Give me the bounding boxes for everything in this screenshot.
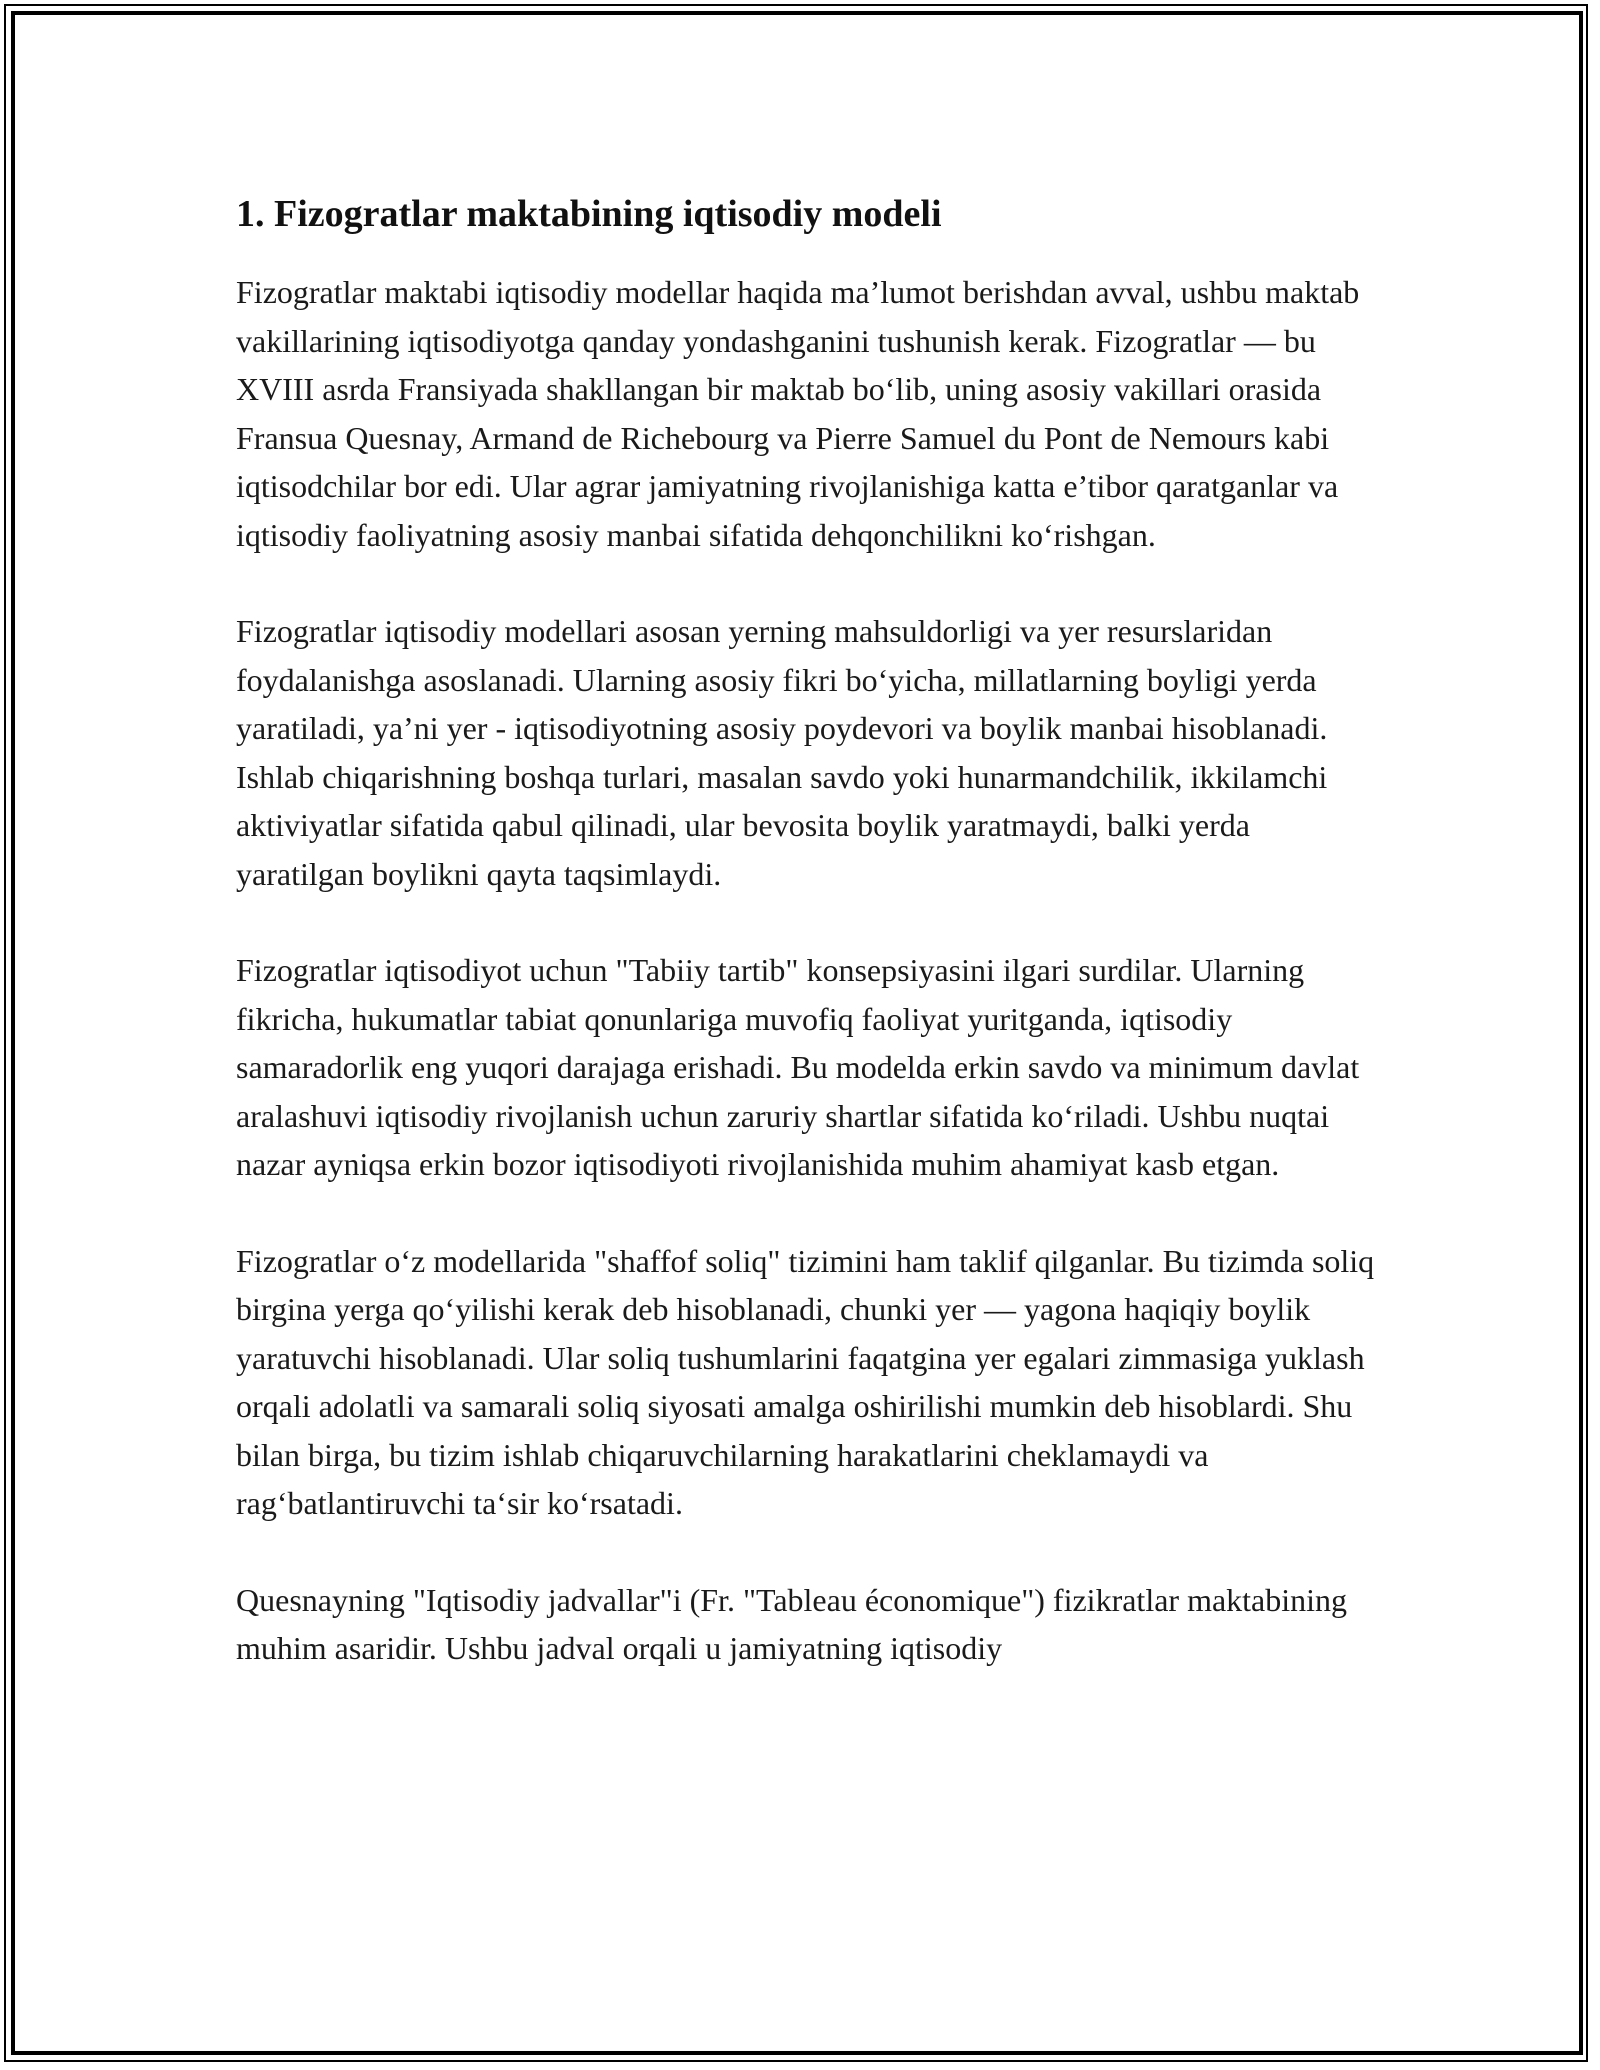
section-heading: 1. Fizogratlar maktabining iqtisodiy modeli [236, 193, 942, 235]
paragraph-1: Fizogratlar maktabi iqtisodiy modellar haqida ma’lumot berishdan avval, ushbu maktab vakillarining iqtisodiyotga qanday yondashganini tushunish kerak. Fizogratlar — bu XVIII asrda Fransiyada shakllangan bir maktab bo‘lib, uning asosiy vakillari orasida Fransua Quesnay, Armand de Richebourg va Pierre Samuel du Pont de Nemours kabi iqtisodchilar bor edi. Ular agrar jamiyatning rivojlanishiga katta e’tibor qaratganlar va iqtisodiy faoliyatning asosiy manbai sifatida dehqonchilikni ko‘rishgan. [236, 274, 1360, 553]
paragraph-2: Fizogratlar iqtisodiy modellari asosan yerning mahsuldorligi va yer resurslaridan foydalanishga asoslanadi. Ularning asosiy fikri bo‘yicha, millatlarning boyligi yerda yaratiladi, ya’ni yer - iqtisodiyotning asosiy poydevori va boylik manbai hisoblanadi. Ishlab chiqarishning boshqa turlari, masalan savdo yoki hunarmandchilik, ikkilamchi aktiviyatlar sifatida qabul qilinadi, ular bevosita boylik yaratmaydi, balki yerda yaratilgan boylikni qayta taqsimlaydi. [236, 613, 1328, 892]
document-body [236, 186, 1376, 1721]
paragraph-5: Quesnayning "Iqtisodiy jadvallar"i (Fr. "Tableau économique") fizikratlar maktabining muhim asaridir. Ushbu jadval orqali u jamiyatning iqtisodiy [236, 1581, 1348, 1666]
paragraph-4: Fizogratlar o‘z modellarida "shaffof soliq" tizimini ham taklif qilganlar. Bu tizimda soliq birgina yerga qo‘yilishi kerak deb hisoblanadi, chunki yer — yagona haqiqiy boylik yaratuvchi hisoblanadi. Ular soliq tushumlarini faqatgina yer egalari zimmasiga yuklash orqali adolatli va samarali soliq siyosati amalga oshirilishi mumkin deb hisoblardi. Shu bilan birga, bu tizim ishlab chiqaruvchilarning harakatlarini cheklamaydi va rag‘batlantiruvchi ta‘sir ko‘rsatadi. [236, 1242, 1375, 1521]
paragraph-3: Fizogratlar iqtisodiyot uchun "Tabiiy tartib" konsepsiyasini ilgari surdilar. Ularning fikricha, hukumatlar tabiat qonunlariga muvofiq faoliyat yuritganda, iqtisodiy samaradorlik eng yuqori darajaga erishadi. Bu modelda erkin savdo va minimum davlat aralashuvi iqtisodiy rivojlanish uchun zaruriy shartlar sifatida ko‘riladi. Ushbu nuqtai nazar ayniqsa erkin bozor iqtisodiyoti rivojlanishida muhim ahamiyat kasb etgan. [236, 952, 1360, 1182]
